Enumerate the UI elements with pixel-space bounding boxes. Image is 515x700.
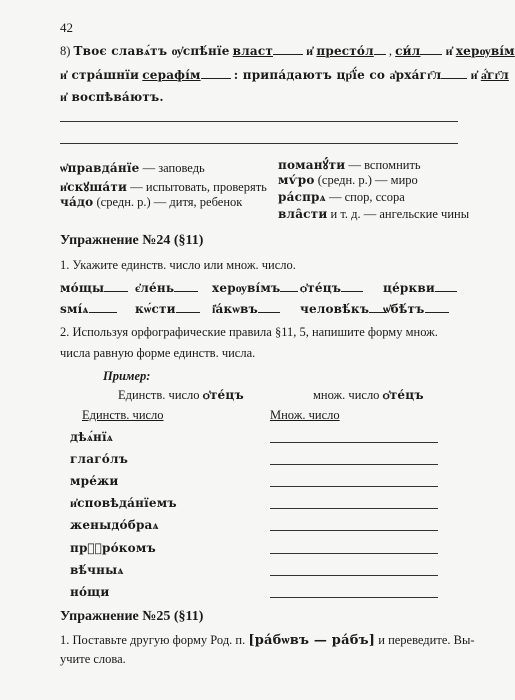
answer-blank[interactable] <box>174 280 198 292</box>
vocab-meaning: (средн. р.) — миро <box>317 173 418 187</box>
vocab-meaning: — спор, ссора <box>328 190 405 204</box>
word-cell <box>383 280 457 296</box>
singular-word: женыдо́браѧ <box>70 518 159 532</box>
vocab-item <box>278 190 405 205</box>
bracketed-slavonic: [ра́бѡвъ — ра́бъ] <box>248 633 376 648</box>
word-cell <box>60 280 128 296</box>
slavonic-word: ѡ҆бѣ́тъ <box>383 302 425 316</box>
vocab-item <box>60 178 267 195</box>
answer-blank[interactable] <box>280 280 298 292</box>
word-prestol: престо́л <box>316 44 374 58</box>
vocab-meaning: (средн. р.) — дитя, ребенок <box>96 195 243 209</box>
singular-word: но́щи <box>70 585 110 599</box>
word-cell <box>212 301 280 317</box>
plural-answer-line[interactable] <box>270 442 438 443</box>
slavonic-text: : припа́даютъ цр҃ї́е со а҆рха́гг҃л <box>233 68 442 82</box>
word-cell <box>383 301 449 317</box>
slavonic-text: и҆ воспѣва́ютъ. <box>60 90 164 104</box>
example-singular-word: ѻ҆те́цъ <box>202 388 244 402</box>
slavonic-word: человѣ́къ <box>300 302 370 316</box>
vocab-item <box>278 156 421 173</box>
slavonic-word: херѹві́мъ <box>212 281 281 295</box>
answer-line[interactable] <box>60 143 458 144</box>
vocab-meaning: и т. д. — ангельские чины <box>330 207 470 221</box>
example-plural-word: ѻ҆те́цъ <box>382 388 424 402</box>
example-plural <box>313 388 424 403</box>
word-cell <box>135 280 198 296</box>
singular-word: вѣ́чныѧ <box>70 563 124 577</box>
slavonic-word: ѻ҆те́цъ <box>300 281 342 295</box>
example-singular <box>118 388 244 403</box>
singular-word: глаго́лъ <box>70 452 129 466</box>
vocab-item <box>278 173 418 188</box>
answer-line[interactable] <box>60 121 458 122</box>
task-text: 1. Поставьте другую форму Род. п. <box>60 633 246 647</box>
item-8-line-3 <box>60 90 164 105</box>
vocab-word: и҆скꙋша́ти <box>60 180 128 194</box>
task-text: и переведите. Вы- <box>378 633 475 647</box>
exercise-24-title: Упражнение №24 (§11) <box>60 233 204 248</box>
answer-blank[interactable] <box>425 301 449 313</box>
vocab-meaning: — вспомнить <box>348 158 421 172</box>
vocab-item <box>278 207 469 222</box>
vocab-meaning: — испытовать, проверять <box>130 180 267 194</box>
slavonic-text: Твоє славѧ́тъ ѹ҆спѣ́нїе <box>73 44 230 58</box>
answer-blank[interactable] <box>258 301 280 313</box>
exercise-25-task-line-1 <box>60 632 475 648</box>
vocab-word: ѡ҆правда́нїе <box>60 161 140 175</box>
slavonic-word: ѕмі́ѧ <box>60 302 89 316</box>
plural-answer-line[interactable] <box>270 464 438 465</box>
answer-blank[interactable] <box>176 301 200 313</box>
item-8-line-1 <box>60 43 515 59</box>
vocab-word: ча́до <box>60 195 94 209</box>
answer-blank[interactable] <box>374 43 386 55</box>
comma: , <box>388 44 393 58</box>
exercise-24-task-1: 1. Укажите единств. число или множ. число. <box>60 258 296 272</box>
answer-blank[interactable] <box>201 67 231 79</box>
word-i: и҆ <box>306 44 314 58</box>
example-label: Пример: <box>103 369 151 383</box>
slavonic-word: кѡ́сти <box>135 302 176 316</box>
word-i: и҆ <box>445 44 453 58</box>
slavonic-word: мо́щы <box>60 281 105 295</box>
vocab-word: ра́спрѧ <box>278 190 326 204</box>
vocab-item <box>60 161 205 176</box>
word-serafim: серафі́м <box>142 68 201 82</box>
exercise-25-task-line-2: учите слова. <box>60 652 126 666</box>
example-singular-label: Единств. число <box>118 388 200 402</box>
plural-answer-line[interactable] <box>270 575 438 576</box>
exercise-24-task-2-line-2: числа равную форме единств. числа. <box>60 346 256 360</box>
plural-answer-line[interactable] <box>270 597 438 598</box>
page-number: 42 <box>60 20 73 35</box>
answer-blank[interactable] <box>420 43 442 55</box>
plural-answer-line[interactable] <box>270 530 438 531</box>
slavonic-text: и҆ стра́шнїи <box>60 68 140 82</box>
slavonic-word: це́ркви <box>383 281 435 295</box>
vocab-word: вла̑сти <box>278 207 328 221</box>
column-header-singular: Единств. число <box>82 408 164 422</box>
word-sil: си́л <box>395 44 421 58</box>
plural-answer-line[interactable] <box>270 486 438 487</box>
plural-answer-line[interactable] <box>270 553 438 554</box>
word-vlast: власт <box>232 44 273 58</box>
vocab-item <box>60 195 242 210</box>
exercise-25-title: Упражнение №25 (§11) <box>60 609 204 624</box>
item-number: 8) <box>60 44 71 58</box>
word-i: и҆ <box>470 68 478 82</box>
column-header-plural: Множ. число <box>270 408 340 422</box>
vocab-word: поманꙋ́ти <box>278 158 346 172</box>
word-cell <box>300 280 363 296</box>
answer-blank[interactable] <box>273 43 303 55</box>
vocab-word: мѵ́ро <box>278 173 315 187</box>
slavonic-word: і҆а́кѡвъ <box>212 302 258 316</box>
word-cell <box>300 301 387 317</box>
singular-word: дѣѧ́нїѧ <box>70 430 113 444</box>
word-cell <box>60 301 117 317</box>
answer-blank[interactable] <box>104 280 128 292</box>
word-cell <box>135 301 200 317</box>
word-aggl: а҆́гг҃л <box>480 68 509 82</box>
plural-answer-line[interactable] <box>270 508 438 509</box>
example-plural-label: множ. число <box>313 388 380 402</box>
item-8-line-2 <box>60 67 509 83</box>
slavonic-word: є҆ле́нь <box>135 281 175 295</box>
singular-word: мре́жи <box>70 474 119 488</box>
vocab-meaning: — заповедь <box>142 161 205 175</box>
answer-blank[interactable] <box>435 280 457 292</box>
answer-blank[interactable] <box>341 280 363 292</box>
singular-word: прⷪ҇ро́комъ <box>70 541 156 555</box>
word-cell <box>212 280 298 296</box>
answer-blank[interactable] <box>441 67 467 79</box>
singular-word: и҆сповѣда́нїемъ <box>70 496 177 510</box>
exercise-24-task-2-line-1: 2. Используя орфографические правила §11, 5, напишите форму множ. <box>60 325 438 339</box>
answer-blank[interactable] <box>89 301 117 313</box>
word-heruvim: херѹві́м <box>455 44 515 58</box>
